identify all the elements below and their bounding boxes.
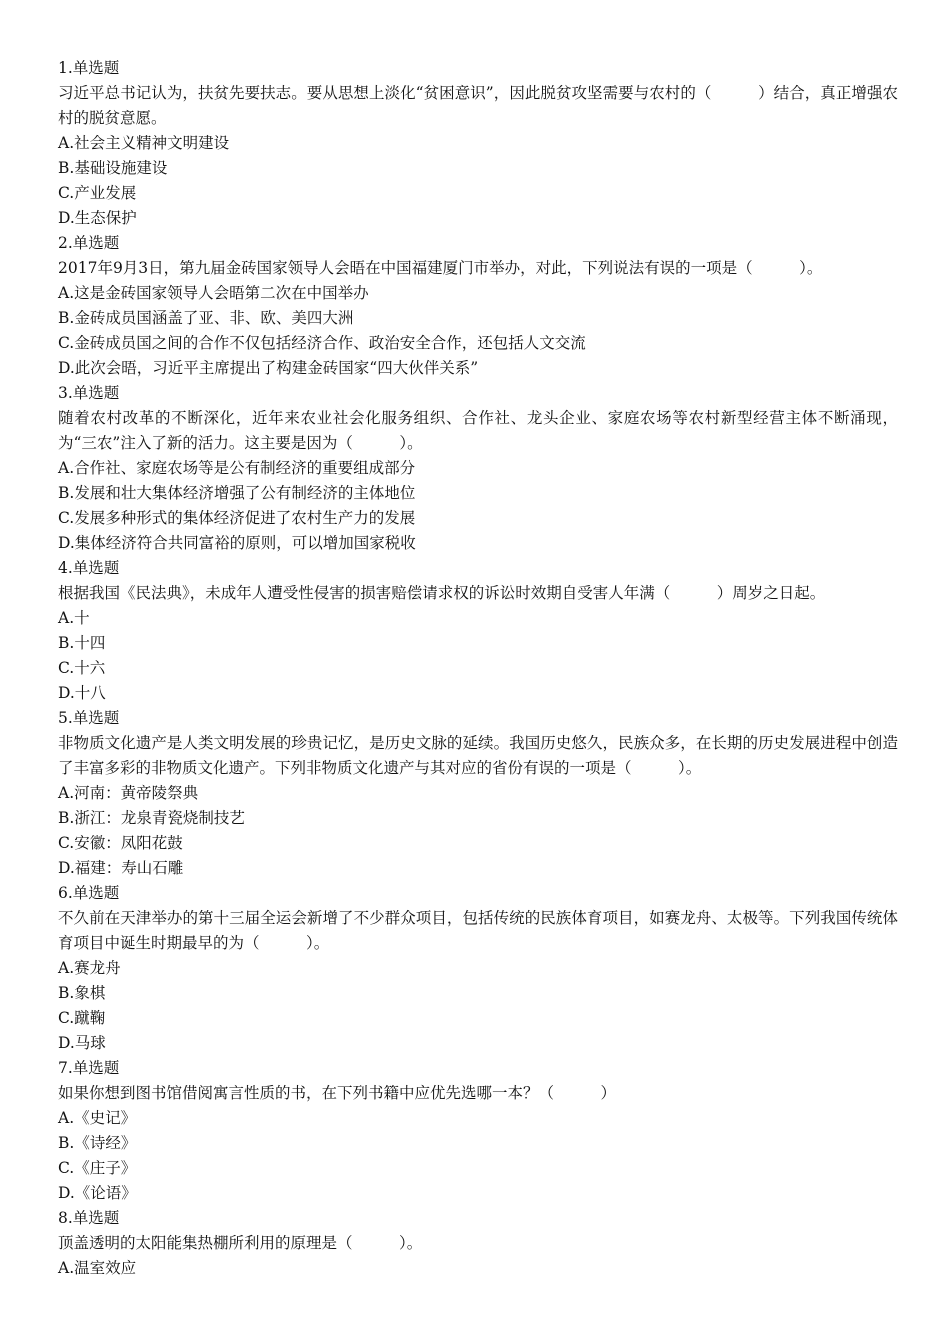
question-type: 4.单选题	[58, 559, 120, 577]
question-type: 8.单选题	[58, 1209, 120, 1227]
option-a: A.这是金砖国家领导人会晤第二次在中国举办	[58, 284, 369, 302]
option-a: A.温室效应	[58, 1259, 137, 1277]
option-a: A.合作社、家庭农场等是公有制经济的重要组成部分	[58, 459, 416, 477]
option-b: B.十四	[58, 634, 106, 652]
option-c: C.金砖成员国之间的合作不仅包括经济合作、政治安全合作，还包括人文交流	[58, 334, 586, 352]
question-type: 5.单选题	[58, 709, 120, 727]
question-stem: 根据我国《民法典》，未成年人遭受性侵害的损害赔偿请求权的诉讼时效期自受害人年满（ ）周岁之日起。	[58, 584, 826, 602]
option-d: D.马球	[58, 1034, 106, 1052]
option-a: A.《史记》	[58, 1109, 137, 1127]
question-type: 7.单选题	[58, 1059, 120, 1077]
option-d: D.十八	[58, 684, 106, 702]
option-b: B.《诗经》	[58, 1134, 137, 1152]
option-a: A.社会主义精神文明建设	[58, 134, 230, 152]
question-type: 3.单选题	[58, 384, 120, 402]
option-b: B.发展和壮大集体经济增强了公有制经济的主体地位	[58, 484, 416, 502]
question-type: 2.单选题	[58, 234, 120, 252]
question-3	[58, 381, 898, 556]
option-c: C.产业发展	[58, 184, 137, 202]
option-d: D.《论语》	[58, 1184, 137, 1202]
question-1	[58, 56, 898, 231]
question-stem: 不久前在天津举办的第十三届全运会新增了不少群众项目，包括传统的民族体育项目，如赛龙舟、太极等。下列我国传统体育项目中诞生时期最早的为（ ）。	[58, 909, 898, 952]
question-stem: 顶盖透明的太阳能集热棚所利用的原理是（ ）。	[58, 1234, 423, 1252]
option-a: A.十	[58, 609, 90, 627]
exam-page	[58, 56, 898, 1281]
question-7	[58, 1056, 898, 1206]
question-8	[58, 1206, 898, 1281]
option-c: C.蹴鞠	[58, 1009, 106, 1027]
option-d: D.集体经济符合共同富裕的原则，可以增加国家税收	[58, 534, 416, 552]
question-stem: 非物质文化遗产是人类文明发展的珍贵记忆，是历史文脉的延续。我国历史悠久，民族众多，在长期的历史发展进程中创造了丰富多彩的非物质文化遗产。下列非物质文化遗产与其对应的省份有误的一项是（ ）。	[58, 734, 898, 777]
option-c: C.发展多种形式的集体经济促进了农村生产力的发展	[58, 509, 416, 527]
question-stem: 习近平总书记认为，扶贫先要扶志。要从思想上淡化“贫困意识”，因此脱贫攻坚需要与农村的（ ）结合，真正增强农村的脱贫意愿。	[58, 84, 898, 127]
question-5	[58, 706, 898, 881]
question-type: 6.单选题	[58, 884, 120, 902]
option-d: D.此次会晤，习近平主席提出了构建金砖国家“四大伙伴关系”	[58, 359, 479, 377]
question-stem: 随着农村改革的不断深化，近年来农业社会化服务组织、合作社、龙头企业、家庭农场等农村新型经营主体不断涌现，为“三农”注入了新的活力。这主要是因为（ ）。	[58, 409, 898, 452]
option-b: B.基础设施建设	[58, 159, 168, 177]
question-6	[58, 881, 898, 1056]
question-stem: 2017年9月3日，第九届金砖国家领导人会晤在中国福建厦门市举办，对此，下列说法有误的一项是（ ）。	[58, 259, 823, 277]
option-a: A.河南：黄帝陵祭典	[58, 784, 199, 802]
option-b: B.金砖成员国涵盖了亚、非、欧、美四大洲	[58, 309, 354, 327]
question-2	[58, 231, 898, 381]
question-stem: 如果你想到图书馆借阅寓言性质的书，在下列书籍中应优先选哪一本？（ ）	[58, 1084, 617, 1102]
option-d: D.福建：寿山石雕	[58, 859, 184, 877]
option-c: C.《庄子》	[58, 1159, 137, 1177]
option-c: C.安徽：凤阳花鼓	[58, 834, 183, 852]
option-c: C.十六	[58, 659, 106, 677]
question-4	[58, 556, 898, 706]
question-type: 1.单选题	[58, 59, 120, 77]
option-a: A.赛龙舟	[58, 959, 121, 977]
option-b: B.浙江：龙泉青瓷烧制技艺	[58, 809, 245, 827]
option-b: B.象棋	[58, 984, 106, 1002]
option-d: D.生态保护	[58, 209, 137, 227]
